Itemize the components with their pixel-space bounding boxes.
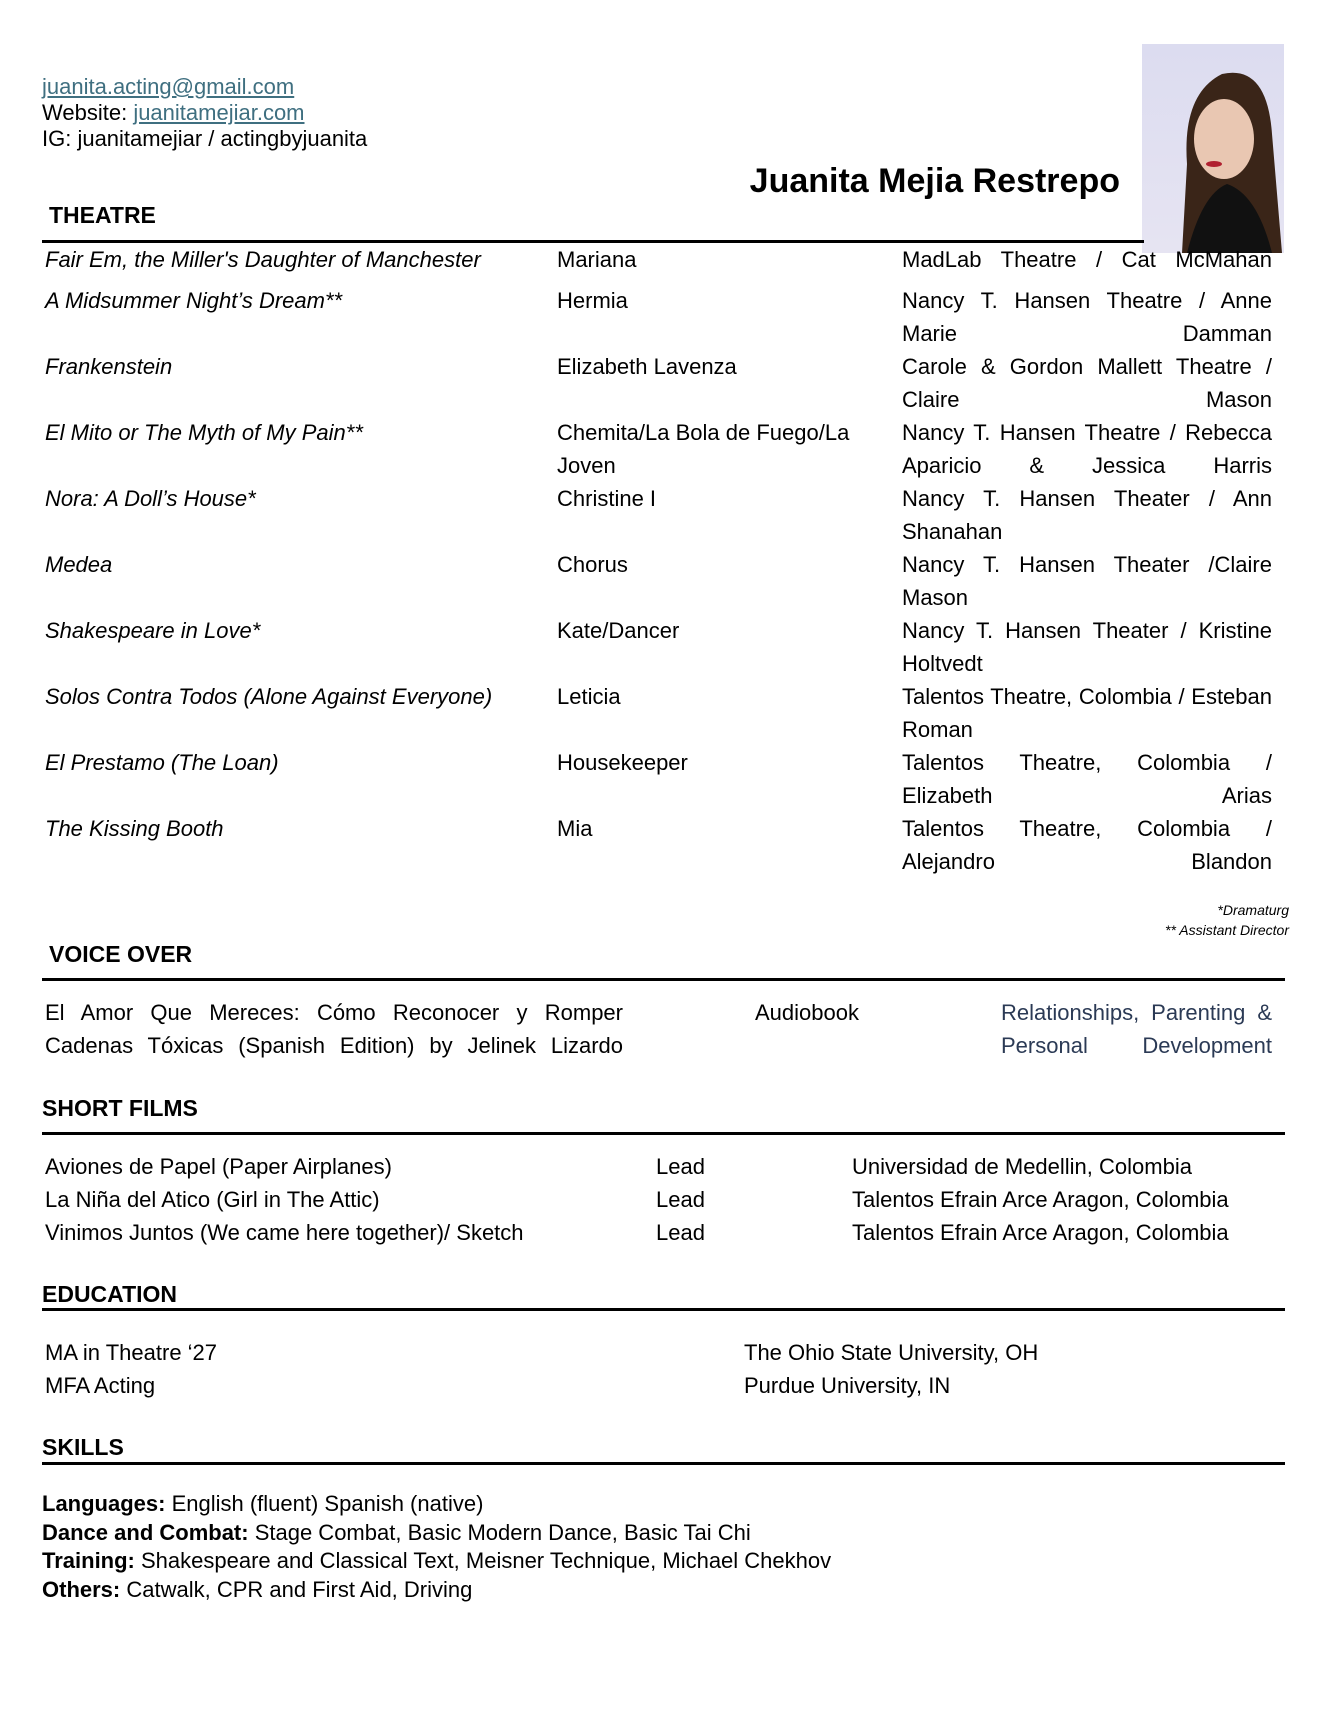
skill-line [42,1576,472,1604]
film-title: La Niña del Atico (Girl in The Attic) [45,1187,380,1212]
theatre-venue: Nancy T. Hansen Theater /Claire Mason [902,552,1272,610]
film-role: Lead [656,1220,705,1245]
theatre-role: Chorus [557,552,628,577]
education-school: Purdue University, IN [744,1373,951,1398]
theatre-role: Housekeeper [557,750,688,775]
skill-line [42,1547,831,1575]
theatre-role: Mariana [557,247,637,272]
skills-divider [42,1462,1285,1465]
skill-label: Others: [42,1577,121,1602]
short-films-divider [42,1132,1285,1135]
skill-label: Languages: [42,1491,166,1516]
footnote-dramaturg: *Dramaturg [1217,902,1289,918]
voice-over-divider [42,978,1285,981]
film-role: Lead [656,1187,705,1212]
theatre-role: Christine I [557,486,657,511]
theatre-role: Mia [557,816,593,841]
skill-value: Catwalk, CPR and First Aid, Driving [120,1577,473,1602]
theatre-venue: Talentos Theatre, Colombia / Elizabeth Arias [902,750,1272,808]
education-degree: MFA Acting [45,1373,156,1398]
voice-over-heading: VOICE OVER [49,941,193,967]
skill-label: Training: [42,1548,135,1573]
education-divider [42,1308,1285,1311]
email-link[interactable]: juanita.acting@gmail.com [42,74,295,99]
website-label: Website: [42,100,128,125]
film-venue: Talentos Efrain Arce Aragon, Colombia [852,1187,1229,1212]
theatre-title: A Midsummer Night’s Dream** [45,288,343,313]
theatre-title: The Kissing Booth [45,816,224,841]
theatre-title: El Mito or The Myth of My Pain** [45,420,363,445]
voice-over-title: El Amor Que Mereces: Cómo Reconocer y Romper Cadenas Tóxicas (Spanish Edition) by Jelinek Lizardo [45,1000,623,1058]
film-title: Vinimos Juntos (We came here together)/ Sketch [45,1220,524,1245]
contact-block [42,74,367,152]
theatre-venue: Nancy T. Hansen Theatre / Anne Marie Damman [902,288,1272,346]
theatre-role: Chemita/La Bola de Fuego/La Joven [557,420,850,478]
theatre-venue: Talentos Theatre, Colombia / Alejandro Blandon [902,816,1272,874]
actor-name: Juanita Mejia Restrepo [749,162,1120,200]
theatre-title: El Prestamo (The Loan) [45,750,279,775]
skill-line [42,1519,751,1547]
theatre-venue: Nancy T. Hansen Theater / Ann Shanahan [902,486,1272,544]
theatre-venue: Nancy T. Hansen Theatre / Rebecca Aparicio & Jessica Harris [902,420,1272,478]
instagram-handles: IG: juanitamejiar / actingbyjuanita [42,126,368,151]
skill-label: Dance and Combat: [42,1520,249,1545]
education-degree: MA in Theatre ‘27 [45,1340,218,1365]
short-films-heading: SHORT FILMS [42,1095,198,1121]
skills-heading: SKILLS [42,1434,124,1460]
theatre-title: Fair Em, the Miller's Daughter of Manchester [45,247,481,272]
education-school: The Ohio State University, OH [744,1340,1039,1365]
skill-value: English (fluent) Spanish (native) [165,1491,484,1516]
theatre-title: Shakespeare in Love* [45,618,261,643]
theatre-heading: THEATRE [49,202,156,228]
theatre-role: Hermia [557,288,628,313]
headshot-photo [1142,44,1284,253]
theatre-role: Elizabeth Lavenza [557,354,737,379]
theatre-title: Medea [45,552,113,577]
theatre-venue: Talentos Theatre, Colombia / Esteban Roman [902,684,1272,742]
skill-value: Stage Combat, Basic Modern Dance, Basic Tai Chi [248,1520,751,1545]
theatre-venue: Carole & Gordon Mallett Theatre / Claire Mason [902,354,1272,412]
website-link[interactable]: juanitamejiar.com [133,100,305,125]
education-heading: EDUCATION [42,1281,178,1307]
film-venue: Universidad de Medellin, Colombia [852,1154,1192,1179]
film-venue: Talentos Efrain Arce Aragon, Colombia [852,1220,1229,1245]
voice-over-type: Audiobook [755,1000,859,1025]
skill-line [42,1490,483,1518]
theatre-venue: MadLab Theatre / Cat McMahan [902,247,1272,272]
film-role: Lead [656,1154,705,1179]
film-title: Aviones de Papel (Paper Airplanes) [45,1154,392,1179]
theatre-venue: Nancy T. Hansen Theater / Kristine Holtvedt [902,618,1272,676]
footnote-assistant-director: ** Assistant Director [1165,922,1289,938]
voice-over-category: Relationships, Parenting & Personal Development [1001,1000,1272,1058]
theatre-title: Nora: A Doll’s House* [45,486,256,511]
theatre-role: Kate/Dancer [557,618,680,643]
theatre-title: Frankenstein [45,354,173,379]
skill-value: Shakespeare and Classical Text, Meisner Technique, Michael Chekhov [134,1548,832,1573]
theatre-title: Solos Contra Todos (Alone Against Everyone) [45,684,493,709]
theatre-role: Leticia [557,684,621,709]
